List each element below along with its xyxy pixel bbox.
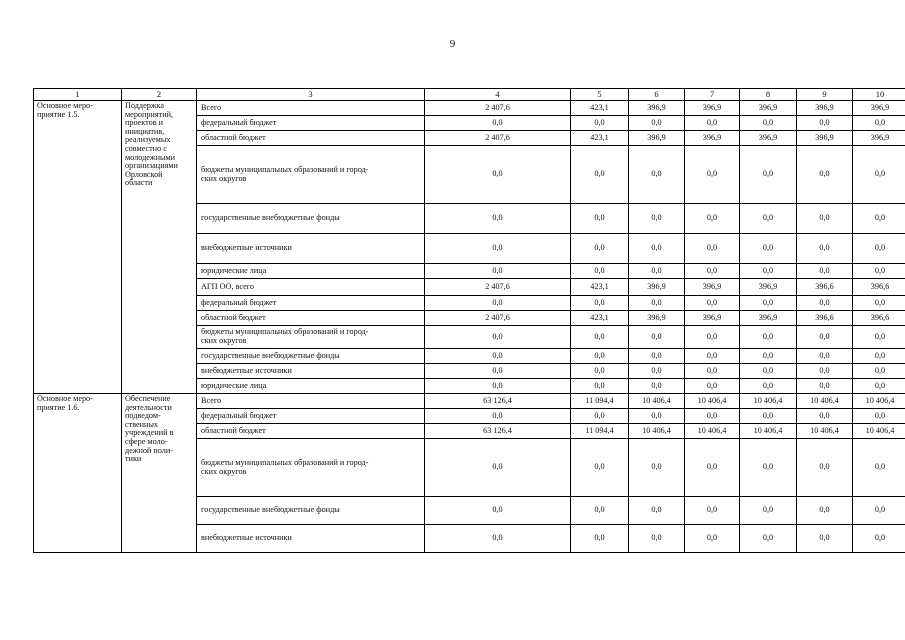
amount-cell: 396,9 — [685, 279, 740, 296]
amount-cell: 0,0 — [629, 364, 685, 379]
amount-cell: 396,9 — [629, 131, 685, 146]
header-cell: 7 — [685, 89, 740, 101]
amount-cell: 10 406,4 — [629, 394, 685, 409]
budget-table — [33, 88, 905, 553]
header-cell: 2 — [122, 89, 197, 101]
amount-cell: 396,9 — [740, 279, 797, 296]
amount-cell: 10 406,4 — [797, 424, 853, 439]
amount-cell: 0,0 — [425, 439, 571, 497]
amount-cell: 0,0 — [685, 349, 740, 364]
amount-cell: 0,0 — [853, 439, 905, 497]
amount-cell: 0,0 — [740, 264, 797, 279]
amount-cell: 0,0 — [571, 439, 629, 497]
funding-source: государственные внебюджетные фонды — [197, 204, 425, 234]
funding-source: областной бюджет — [197, 424, 425, 439]
amount-cell: 0,0 — [685, 497, 740, 525]
amount-cell: 0,0 — [571, 234, 629, 264]
amount-cell: 10 406,4 — [629, 424, 685, 439]
amount-cell: 0,0 — [740, 439, 797, 497]
amount-cell: 63 126,4 — [425, 394, 571, 409]
amount-cell: 0,0 — [740, 497, 797, 525]
amount-cell: 396,9 — [685, 101, 740, 116]
amount-cell: 0,0 — [425, 525, 571, 553]
funding-source: бюджеты муниципальных образований и город- ских округов — [197, 439, 425, 497]
amount-cell: 0,0 — [853, 497, 905, 525]
amount-cell: 0,0 — [425, 379, 571, 394]
amount-cell: 396,6 — [797, 311, 853, 326]
amount-cell: 0,0 — [571, 525, 629, 553]
amount-cell: 0,0 — [797, 409, 853, 424]
amount-cell: 396,9 — [740, 101, 797, 116]
amount-cell: 0,0 — [853, 379, 905, 394]
amount-cell: 0,0 — [797, 296, 853, 311]
amount-cell: 0,0 — [425, 364, 571, 379]
amount-cell: 0,0 — [685, 409, 740, 424]
amount-cell: 0,0 — [629, 116, 685, 131]
amount-cell: 0,0 — [571, 326, 629, 349]
amount-cell: 0,0 — [629, 204, 685, 234]
amount-cell: 0,0 — [425, 204, 571, 234]
amount-cell: 0,0 — [629, 349, 685, 364]
amount-cell: 10 406,4 — [740, 424, 797, 439]
amount-cell: 0,0 — [853, 296, 905, 311]
funding-source: внебюджетные источники — [197, 234, 425, 264]
amount-cell: 0,0 — [797, 439, 853, 497]
amount-cell: 0,0 — [685, 296, 740, 311]
amount-cell: 0,0 — [685, 364, 740, 379]
amount-cell: 0,0 — [571, 364, 629, 379]
funding-source: бюджеты муниципальных образований и город- ских округов — [197, 146, 425, 204]
funding-source: внебюджетные источники — [197, 525, 425, 553]
amount-cell: 0,0 — [740, 146, 797, 204]
amount-cell: 2 407,6 — [425, 131, 571, 146]
amount-cell: 0,0 — [425, 116, 571, 131]
amount-cell: 63 126,4 — [425, 424, 571, 439]
amount-cell: 0,0 — [425, 264, 571, 279]
amount-cell: 0,0 — [797, 364, 853, 379]
header-row — [34, 89, 905, 101]
amount-cell: 2 407,6 — [425, 279, 571, 296]
amount-cell: 0,0 — [797, 525, 853, 553]
amount-cell: 0,0 — [571, 379, 629, 394]
amount-cell: 0,0 — [425, 296, 571, 311]
amount-cell: 0,0 — [740, 326, 797, 349]
amount-cell: 0,0 — [629, 409, 685, 424]
header-cell: 1 — [34, 89, 122, 101]
amount-cell: 0,0 — [740, 409, 797, 424]
funding-source: федеральный бюджет — [197, 296, 425, 311]
amount-cell: 0,0 — [685, 326, 740, 349]
amount-cell: 0,0 — [685, 204, 740, 234]
amount-cell: 423,1 — [571, 131, 629, 146]
amount-cell: 2 407,6 — [425, 311, 571, 326]
amount-cell: 0,0 — [629, 264, 685, 279]
amount-cell: 396,9 — [853, 131, 905, 146]
measure-name: Основное меро- приятие 1.6. — [34, 394, 122, 553]
funding-source: внебюджетные источники — [197, 364, 425, 379]
amount-cell: 0,0 — [740, 364, 797, 379]
amount-cell: 0,0 — [571, 409, 629, 424]
amount-cell: 0,0 — [629, 296, 685, 311]
amount-cell: 0,0 — [571, 296, 629, 311]
amount-cell: 10 406,4 — [853, 424, 905, 439]
table-row — [34, 394, 905, 409]
header-cell: 3 — [197, 89, 425, 101]
table-body — [34, 101, 905, 553]
funding-source: Всего — [197, 101, 425, 116]
amount-cell: 0,0 — [797, 264, 853, 279]
amount-cell: 0,0 — [797, 326, 853, 349]
amount-cell: 396,6 — [797, 279, 853, 296]
amount-cell: 0,0 — [425, 146, 571, 204]
amount-cell: 396,9 — [629, 101, 685, 116]
amount-cell: 0,0 — [740, 296, 797, 311]
table-row — [34, 101, 905, 116]
amount-cell: 0,0 — [740, 234, 797, 264]
measure-description: Обеспечение деятельности подведом- ственных учреждений в сфере моло- дежной поли- тики — [122, 394, 197, 553]
amount-cell: 0,0 — [797, 204, 853, 234]
funding-source: бюджеты муниципальных образований и город- ских округов — [197, 326, 425, 349]
amount-cell: 0,0 — [629, 326, 685, 349]
amount-cell: 0,0 — [425, 234, 571, 264]
amount-cell: 0,0 — [853, 349, 905, 364]
amount-cell: 0,0 — [571, 264, 629, 279]
amount-cell: 0,0 — [685, 264, 740, 279]
amount-cell: 0,0 — [425, 497, 571, 525]
funding-source: государственные внебюджетные фонды — [197, 349, 425, 364]
amount-cell: 0,0 — [685, 116, 740, 131]
funding-source: Всего — [197, 394, 425, 409]
amount-cell: 0,0 — [629, 379, 685, 394]
amount-cell: 10 406,4 — [685, 394, 740, 409]
amount-cell: 0,0 — [425, 349, 571, 364]
amount-cell: 0,0 — [425, 326, 571, 349]
amount-cell: 0,0 — [797, 234, 853, 264]
funding-source: АГП ОО, всего — [197, 279, 425, 296]
amount-cell: 0,0 — [853, 204, 905, 234]
amount-cell: 0,0 — [685, 379, 740, 394]
amount-cell: 0,0 — [853, 525, 905, 553]
amount-cell: 0,0 — [571, 204, 629, 234]
header-cell: 10 — [853, 89, 905, 101]
amount-cell: 0,0 — [740, 204, 797, 234]
funding-source: федеральный бюджет — [197, 116, 425, 131]
amount-cell: 0,0 — [740, 116, 797, 131]
amount-cell: 10 406,4 — [853, 394, 905, 409]
amount-cell: 396,9 — [853, 101, 905, 116]
amount-cell: 0,0 — [685, 525, 740, 553]
amount-cell: 0,0 — [685, 234, 740, 264]
amount-cell: 0,0 — [571, 349, 629, 364]
amount-cell: 2 407,6 — [425, 101, 571, 116]
measure-description: Поддержка мероприятий, проектов и инициатив, реализуемых совместно с молодежными организациями Орловской области — [122, 101, 197, 394]
amount-cell: 0,0 — [685, 439, 740, 497]
page-number: 9 — [449, 38, 456, 50]
amount-cell: 423,1 — [571, 279, 629, 296]
amount-cell: 0,0 — [853, 234, 905, 264]
header-cell: 9 — [797, 89, 853, 101]
amount-cell: 0,0 — [797, 379, 853, 394]
amount-cell: 10 406,4 — [740, 394, 797, 409]
amount-cell: 0,0 — [853, 116, 905, 131]
measure-name: Основное меро- приятие 1.5. — [34, 101, 122, 394]
amount-cell: 0,0 — [853, 264, 905, 279]
amount-cell: 0,0 — [571, 497, 629, 525]
amount-cell: 0,0 — [685, 146, 740, 204]
amount-cell: 396,6 — [853, 279, 905, 296]
amount-cell: 0,0 — [797, 146, 853, 204]
amount-cell: 396,9 — [740, 131, 797, 146]
amount-cell: 0,0 — [571, 146, 629, 204]
amount-cell: 0,0 — [425, 409, 571, 424]
funding-source: федеральный бюджет — [197, 409, 425, 424]
header-cell: 4 — [425, 89, 571, 101]
amount-cell: 396,9 — [685, 311, 740, 326]
amount-cell: 0,0 — [853, 409, 905, 424]
amount-cell: 0,0 — [629, 146, 685, 204]
amount-cell: 0,0 — [571, 116, 629, 131]
funding-source: юридические лица — [197, 379, 425, 394]
amount-cell: 396,9 — [629, 311, 685, 326]
amount-cell: 0,0 — [629, 525, 685, 553]
amount-cell: 0,0 — [797, 497, 853, 525]
amount-cell: 396,9 — [685, 131, 740, 146]
amount-cell: 0,0 — [629, 497, 685, 525]
amount-cell: 0,0 — [797, 349, 853, 364]
amount-cell: 0,0 — [853, 146, 905, 204]
amount-cell: 396,9 — [797, 101, 853, 116]
amount-cell: 396,9 — [629, 279, 685, 296]
header-cell: 6 — [629, 89, 685, 101]
funding-source: областной бюджет — [197, 131, 425, 146]
header-cell: 8 — [740, 89, 797, 101]
funding-source: юридические лица — [197, 264, 425, 279]
amount-cell: 0,0 — [629, 234, 685, 264]
amount-cell: 0,0 — [797, 116, 853, 131]
amount-cell: 0,0 — [853, 364, 905, 379]
amount-cell: 11 094,4 — [571, 424, 629, 439]
amount-cell: 0,0 — [740, 379, 797, 394]
funding-source: областной бюджет — [197, 311, 425, 326]
funding-source: государственные внебюджетные фонды — [197, 497, 425, 525]
amount-cell: 423,1 — [571, 311, 629, 326]
amount-cell: 423,1 — [571, 101, 629, 116]
amount-cell: 10 406,4 — [797, 394, 853, 409]
amount-cell: 0,0 — [740, 349, 797, 364]
amount-cell: 11 094,4 — [571, 394, 629, 409]
header-cell: 5 — [571, 89, 629, 101]
amount-cell: 396,9 — [740, 311, 797, 326]
amount-cell: 396,9 — [797, 131, 853, 146]
amount-cell: 0,0 — [629, 439, 685, 497]
amount-cell: 0,0 — [740, 525, 797, 553]
amount-cell: 396,6 — [853, 311, 905, 326]
amount-cell: 0,0 — [853, 326, 905, 349]
amount-cell: 10 406,4 — [685, 424, 740, 439]
